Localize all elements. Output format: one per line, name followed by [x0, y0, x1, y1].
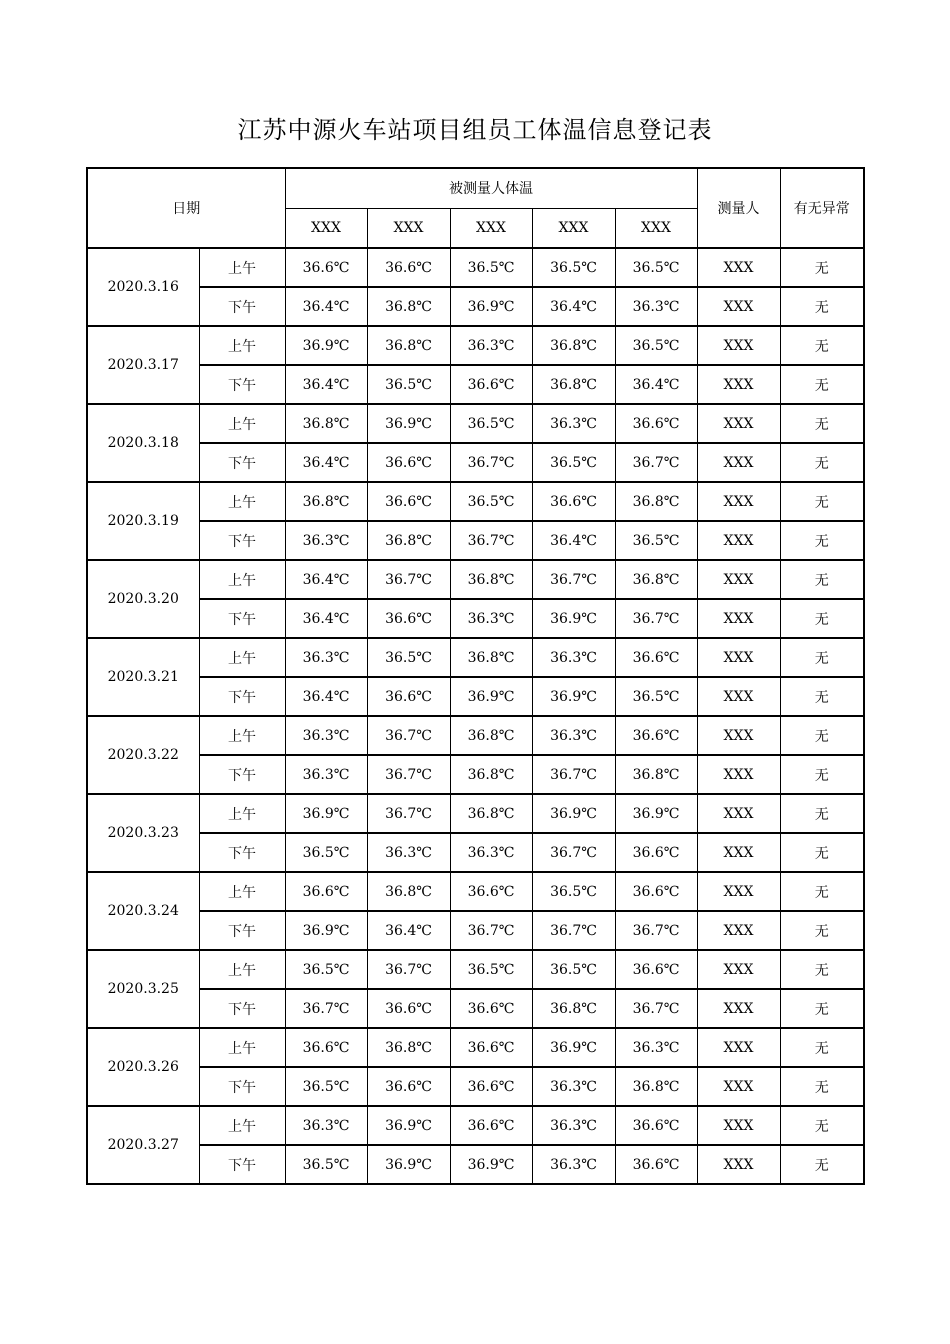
period-cell: 下午 — [199, 755, 285, 794]
anomaly-cell: 无 — [780, 365, 864, 404]
table-row — [87, 950, 864, 989]
temperature-cell: 36.4℃ — [532, 521, 615, 560]
temperature-cell: 36.8℃ — [532, 989, 615, 1028]
temperature-cell: 36.3℃ — [532, 1106, 615, 1145]
temperature-cell: 36.7℃ — [532, 833, 615, 872]
period-cell: 上午 — [199, 1028, 285, 1067]
temperature-register-table — [86, 167, 865, 1185]
measurer-cell: XXX — [697, 326, 780, 365]
table-row — [87, 833, 864, 872]
measurer-cell: XXX — [697, 1106, 780, 1145]
temperature-cell: 36.8℃ — [367, 326, 450, 365]
temperature-group-header: 被测量人体温 — [285, 168, 697, 208]
measurer-cell: XXX — [697, 443, 780, 482]
date-cell: 2020.3.27 — [87, 1106, 199, 1184]
temperature-cell: 36.4℃ — [285, 365, 367, 404]
table-row — [87, 638, 864, 677]
measurer-cell: XXX — [697, 950, 780, 989]
temperature-cell: 36.6℃ — [285, 872, 367, 911]
temperature-cell: 36.9℃ — [285, 326, 367, 365]
subject-name-header: XXX — [532, 208, 615, 248]
temperature-cell: 36.3℃ — [450, 599, 532, 638]
temperature-cell: 36.9℃ — [450, 287, 532, 326]
table-row — [87, 1028, 864, 1067]
temperature-cell: 36.6℃ — [367, 989, 450, 1028]
temperature-cell: 36.5℃ — [450, 248, 532, 287]
measurer-cell: XXX — [697, 872, 780, 911]
temperature-cell: 36.4℃ — [285, 287, 367, 326]
table-row — [87, 911, 864, 950]
temperature-cell: 36.7℃ — [532, 755, 615, 794]
temperature-cell: 36.6℃ — [367, 677, 450, 716]
temperature-cell: 36.6℃ — [450, 989, 532, 1028]
period-cell: 上午 — [199, 872, 285, 911]
temperature-cell: 36.3℃ — [532, 716, 615, 755]
table-row — [87, 1106, 864, 1145]
measurer-cell: XXX — [697, 1145, 780, 1184]
temperature-cell: 36.7℃ — [450, 443, 532, 482]
temperature-cell: 36.5℃ — [285, 950, 367, 989]
anomaly-cell: 无 — [780, 404, 864, 443]
measurer-cell: XXX — [697, 560, 780, 599]
period-cell: 上午 — [199, 482, 285, 521]
temperature-cell: 36.5℃ — [532, 872, 615, 911]
temperature-cell: 36.6℃ — [615, 638, 697, 677]
anomaly-cell: 无 — [780, 833, 864, 872]
temperature-cell: 36.6℃ — [615, 950, 697, 989]
temperature-cell: 36.9℃ — [450, 677, 532, 716]
temperature-cell: 36.9℃ — [450, 1145, 532, 1184]
measurer-cell: XXX — [697, 365, 780, 404]
temperature-cell: 36.9℃ — [367, 1145, 450, 1184]
temperature-cell: 36.6℃ — [285, 1028, 367, 1067]
header-row-1 — [87, 168, 864, 208]
anomaly-cell: 无 — [780, 521, 864, 560]
anomaly-cell: 无 — [780, 248, 864, 287]
table-row — [87, 716, 864, 755]
date-cell: 2020.3.26 — [87, 1028, 199, 1106]
temperature-cell: 36.3℃ — [532, 404, 615, 443]
anomaly-cell: 无 — [780, 482, 864, 521]
temperature-cell: 36.9℃ — [532, 794, 615, 833]
anomaly-cell: 无 — [780, 1028, 864, 1067]
period-cell: 下午 — [199, 677, 285, 716]
temperature-cell: 36.9℃ — [532, 1028, 615, 1067]
temperature-cell: 36.4℃ — [615, 365, 697, 404]
anomaly-cell: 无 — [780, 1145, 864, 1184]
temperature-cell: 36.9℃ — [367, 1106, 450, 1145]
temperature-cell: 36.7℃ — [450, 521, 532, 560]
anomaly-cell: 无 — [780, 950, 864, 989]
date-cell: 2020.3.24 — [87, 872, 199, 950]
measurer-cell: XXX — [697, 482, 780, 521]
anomaly-cell: 无 — [780, 287, 864, 326]
table-row — [87, 1145, 864, 1184]
document-title: 江苏中源火车站项目组员工体温信息登记表 — [237, 116, 713, 144]
temperature-cell: 36.3℃ — [532, 1067, 615, 1106]
temperature-cell: 36.6℃ — [450, 1067, 532, 1106]
table-row — [87, 872, 864, 911]
temperature-cell: 36.6℃ — [450, 365, 532, 404]
temperature-cell: 36.8℃ — [532, 326, 615, 365]
anomaly-cell: 无 — [780, 755, 864, 794]
table-row — [87, 326, 864, 365]
temperature-cell: 36.3℃ — [367, 833, 450, 872]
period-cell: 上午 — [199, 716, 285, 755]
table-row — [87, 989, 864, 1028]
table-row — [87, 365, 864, 404]
temperature-cell: 36.3℃ — [285, 716, 367, 755]
temperature-cell: 36.7℃ — [367, 755, 450, 794]
table-row — [87, 755, 864, 794]
temperature-cell: 36.5℃ — [532, 950, 615, 989]
temperature-cell: 36.5℃ — [285, 1145, 367, 1184]
measurer-cell: XXX — [697, 755, 780, 794]
period-cell: 上午 — [199, 560, 285, 599]
table-row — [87, 248, 864, 287]
anomaly-cell: 无 — [780, 794, 864, 833]
temperature-cell: 36.8℃ — [615, 755, 697, 794]
anomaly-cell: 无 — [780, 716, 864, 755]
subject-name-header: XXX — [285, 208, 367, 248]
table-row — [87, 599, 864, 638]
temperature-cell: 36.6℃ — [450, 1106, 532, 1145]
temperature-cell: 36.6℃ — [367, 1067, 450, 1106]
temperature-cell: 36.6℃ — [367, 482, 450, 521]
temperature-cell: 36.7℃ — [532, 911, 615, 950]
temperature-cell: 36.5℃ — [450, 482, 532, 521]
anomaly-cell: 无 — [780, 326, 864, 365]
measurer-cell: XXX — [697, 638, 780, 677]
temperature-cell: 36.7℃ — [367, 716, 450, 755]
temperature-cell: 36.6℃ — [615, 716, 697, 755]
temperature-cell: 36.6℃ — [367, 248, 450, 287]
temperature-cell: 36.5℃ — [615, 677, 697, 716]
table-row — [87, 677, 864, 716]
period-cell: 下午 — [199, 911, 285, 950]
anomaly-cell: 无 — [780, 872, 864, 911]
period-cell: 下午 — [199, 833, 285, 872]
anomaly-column-header: 有无异常 — [780, 168, 864, 248]
temperature-cell: 36.8℃ — [450, 716, 532, 755]
temperature-cell: 36.5℃ — [615, 521, 697, 560]
temperature-cell: 36.8℃ — [367, 287, 450, 326]
anomaly-cell: 无 — [780, 560, 864, 599]
temperature-cell: 36.7℃ — [615, 911, 697, 950]
temperature-cell: 36.5℃ — [367, 638, 450, 677]
table-row — [87, 287, 864, 326]
temperature-cell: 36.5℃ — [367, 365, 450, 404]
temperature-cell: 36.7℃ — [532, 560, 615, 599]
table-row — [87, 521, 864, 560]
temperature-cell: 36.6℃ — [532, 482, 615, 521]
period-cell: 下午 — [199, 365, 285, 404]
temperature-cell: 36.7℃ — [450, 911, 532, 950]
temperature-cell: 36.8℃ — [367, 521, 450, 560]
temperature-cell: 36.4℃ — [532, 287, 615, 326]
temperature-cell: 36.3℃ — [450, 833, 532, 872]
anomaly-cell: 无 — [780, 677, 864, 716]
date-cell: 2020.3.17 — [87, 326, 199, 404]
temperature-cell: 36.7℃ — [367, 950, 450, 989]
temperature-cell: 36.8℃ — [532, 365, 615, 404]
temperature-cell: 36.9℃ — [285, 911, 367, 950]
table-row — [87, 794, 864, 833]
temperature-cell: 36.5℃ — [285, 833, 367, 872]
measurer-cell: XXX — [697, 287, 780, 326]
temperature-cell: 36.9℃ — [615, 794, 697, 833]
measurer-cell: XXX — [697, 833, 780, 872]
table-row — [87, 560, 864, 599]
temperature-cell: 36.5℃ — [450, 404, 532, 443]
period-cell: 下午 — [199, 521, 285, 560]
temperature-cell: 36.5℃ — [615, 326, 697, 365]
temperature-cell: 36.6℃ — [615, 1106, 697, 1145]
date-cell: 2020.3.25 — [87, 950, 199, 1028]
anomaly-cell: 无 — [780, 443, 864, 482]
temperature-cell: 36.4℃ — [285, 677, 367, 716]
date-cell: 2020.3.21 — [87, 638, 199, 716]
date-column-header: 日期 — [87, 168, 285, 248]
period-cell: 上午 — [199, 248, 285, 287]
temperature-cell: 36.6℃ — [615, 404, 697, 443]
period-cell: 上午 — [199, 404, 285, 443]
measurer-cell: XXX — [697, 1028, 780, 1067]
temperature-cell: 36.5℃ — [450, 950, 532, 989]
period-cell: 下午 — [199, 287, 285, 326]
measurer-cell: XXX — [697, 248, 780, 287]
temperature-cell: 36.3℃ — [615, 287, 697, 326]
temperature-cell: 36.7℃ — [285, 989, 367, 1028]
subject-name-header: XXX — [450, 208, 532, 248]
temperature-cell: 36.4℃ — [285, 560, 367, 599]
period-cell: 下午 — [199, 443, 285, 482]
temperature-cell: 36.6℃ — [367, 443, 450, 482]
period-cell: 上午 — [199, 638, 285, 677]
temperature-cell: 36.9℃ — [285, 794, 367, 833]
anomaly-cell: 无 — [780, 638, 864, 677]
measurer-cell: XXX — [697, 911, 780, 950]
temperature-cell: 36.8℃ — [367, 1028, 450, 1067]
anomaly-cell: 无 — [780, 1067, 864, 1106]
anomaly-cell: 无 — [780, 989, 864, 1028]
temperature-cell: 36.6℃ — [367, 599, 450, 638]
temperature-cell: 36.8℃ — [285, 482, 367, 521]
table-row — [87, 1067, 864, 1106]
temperature-cell: 36.6℃ — [450, 1028, 532, 1067]
temperature-cell: 36.7℃ — [367, 794, 450, 833]
measurer-cell: XXX — [697, 404, 780, 443]
temperature-cell: 36.3℃ — [285, 755, 367, 794]
temperature-cell: 36.6℃ — [450, 872, 532, 911]
period-cell: 下午 — [199, 989, 285, 1028]
period-cell: 下午 — [199, 599, 285, 638]
temperature-cell: 36.3℃ — [532, 1145, 615, 1184]
period-cell: 下午 — [199, 1067, 285, 1106]
measurer-cell: XXX — [697, 677, 780, 716]
temperature-cell: 36.8℃ — [450, 755, 532, 794]
temperature-cell: 36.4℃ — [285, 443, 367, 482]
measurer-cell: XXX — [697, 1067, 780, 1106]
temperature-cell: 36.5℃ — [615, 248, 697, 287]
temperature-cell: 36.9℃ — [532, 677, 615, 716]
temperature-cell: 36.8℃ — [367, 872, 450, 911]
temperature-cell: 36.6℃ — [615, 1145, 697, 1184]
temperature-cell: 36.3℃ — [285, 521, 367, 560]
temperature-cell: 36.8℃ — [615, 1067, 697, 1106]
temperature-cell: 36.3℃ — [615, 1028, 697, 1067]
temperature-cell: 36.3℃ — [285, 1106, 367, 1145]
temperature-cell: 36.3℃ — [285, 638, 367, 677]
temperature-cell: 36.8℃ — [285, 404, 367, 443]
measurer-cell: XXX — [697, 794, 780, 833]
date-cell: 2020.3.23 — [87, 794, 199, 872]
period-cell: 上午 — [199, 950, 285, 989]
temperature-cell: 36.8℃ — [450, 560, 532, 599]
measurer-cell: XXX — [697, 716, 780, 755]
temperature-cell: 36.4℃ — [367, 911, 450, 950]
temperature-cell: 36.8℃ — [450, 638, 532, 677]
date-cell: 2020.3.19 — [87, 482, 199, 560]
measurer-cell: XXX — [697, 989, 780, 1028]
anomaly-cell: 无 — [780, 911, 864, 950]
temperature-cell: 36.8℃ — [615, 482, 697, 521]
temperature-cell: 36.7℃ — [615, 599, 697, 638]
table-row — [87, 482, 864, 521]
temperature-cell: 36.6℃ — [615, 872, 697, 911]
measurer-cell: XXX — [697, 521, 780, 560]
temperature-cell: 36.6℃ — [615, 833, 697, 872]
temperature-cell: 36.5℃ — [532, 443, 615, 482]
date-cell: 2020.3.20 — [87, 560, 199, 638]
measurer-column-header: 测量人 — [697, 168, 780, 248]
temperature-cell: 36.9℃ — [367, 404, 450, 443]
measurer-cell: XXX — [697, 599, 780, 638]
temperature-cell: 36.6℃ — [285, 248, 367, 287]
table-row — [87, 404, 864, 443]
temperature-cell: 36.8℃ — [450, 794, 532, 833]
temperature-cell: 36.7℃ — [615, 443, 697, 482]
temperature-cell: 36.4℃ — [285, 599, 367, 638]
date-cell: 2020.3.22 — [87, 716, 199, 794]
anomaly-cell: 无 — [780, 599, 864, 638]
subject-name-header: XXX — [615, 208, 697, 248]
period-cell: 上午 — [199, 794, 285, 833]
temperature-cell: 36.7℃ — [367, 560, 450, 599]
temperature-cell: 36.8℃ — [615, 560, 697, 599]
period-cell: 上午 — [199, 326, 285, 365]
subject-name-header: XXX — [367, 208, 450, 248]
date-cell: 2020.3.18 — [87, 404, 199, 482]
temperature-cell: 36.3℃ — [450, 326, 532, 365]
period-cell: 下午 — [199, 1145, 285, 1184]
temperature-cell: 36.5℃ — [285, 1067, 367, 1106]
temperature-cell: 36.5℃ — [532, 248, 615, 287]
temperature-cell: 36.7℃ — [615, 989, 697, 1028]
temperature-cell: 36.9℃ — [532, 599, 615, 638]
temperature-cell: 36.3℃ — [532, 638, 615, 677]
table-row — [87, 443, 864, 482]
date-cell: 2020.3.16 — [87, 248, 199, 326]
anomaly-cell: 无 — [780, 1106, 864, 1145]
period-cell: 上午 — [199, 1106, 285, 1145]
